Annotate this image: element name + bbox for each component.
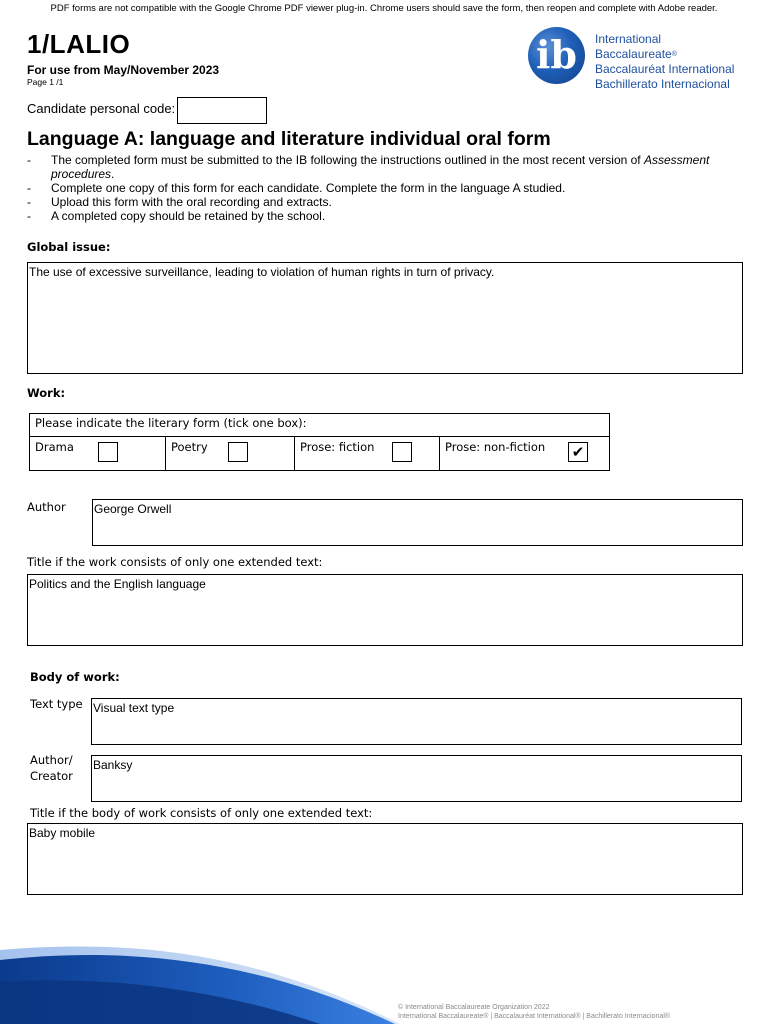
logo-line-2: Baccalauréat International: [595, 62, 735, 76]
creator-label-line-1: Author/: [30, 753, 73, 767]
literary-form-table: [29, 413, 610, 471]
global-issue-label: Global issue:: [27, 240, 111, 254]
form-title: Language A: language and literature individual oral form: [27, 128, 551, 150]
literary-form-label: Prose: non-fiction: [445, 440, 546, 454]
instruction-item: [27, 209, 727, 223]
work-label: Work:: [27, 386, 66, 400]
prose-fiction-checkbox[interactable]: [392, 442, 412, 462]
ib-logo-mark: [528, 27, 585, 84]
creator-label: [30, 752, 73, 784]
literary-form-prose-fiction: [295, 437, 440, 470]
instruction-period: .: [111, 167, 115, 181]
instruction-italic: Assessment procedures: [51, 153, 710, 181]
literary-form-prose-non-fiction: [440, 437, 609, 470]
body-of-work-label: Body of work:: [30, 670, 120, 684]
drama-checkbox[interactable]: [98, 442, 118, 462]
logo-line-3: Bachillerato Internacional: [595, 77, 730, 91]
copyright-line-1: © International Baccalaureate Organization 2022: [398, 1004, 550, 1011]
instructions-list: [27, 153, 727, 223]
copyright-footer: [398, 1004, 670, 1021]
copyright-line-2: International Baccalaureate® | Baccalauréat International® | Bachillerato Internacional®: [398, 1012, 671, 1020]
ib-logo: [528, 27, 743, 91]
ib-logo-letters: ib: [535, 32, 577, 77]
pdf-compatibility-notice: PDF forms are not compatible with the Google Chrome PDF viewer plug-in. Chrome users should save the form, then reopen and complete with Adobe reader.: [50, 3, 718, 14]
instruction-item: [27, 195, 727, 209]
poetry-checkbox[interactable]: [228, 442, 248, 462]
prose-non-fiction-checkbox[interactable]: ✔: [568, 442, 588, 462]
list-dash: -: [27, 209, 31, 223]
list-dash: -: [27, 153, 31, 167]
literary-form-instruction: Please indicate the literary form (tick one box):: [30, 414, 609, 437]
page-number: Page 1 /1: [27, 77, 64, 87]
work-title-field[interactable]: Politics and the English language: [27, 574, 743, 646]
text-type-field[interactable]: Visual text type: [91, 698, 742, 745]
global-issue-field[interactable]: The use of excessive surveillance, leading to violation of human rights in turn of privacy.: [27, 262, 743, 374]
instruction-text: Complete one copy of this form for each candidate. Complete the form in the language A studied.: [51, 181, 566, 195]
candidate-code-field[interactable]: [177, 97, 267, 124]
text-type-label: Text type: [30, 697, 83, 711]
logo-line-1: International Baccalaureate: [595, 32, 672, 61]
form-code: 1/LALIO: [27, 29, 131, 59]
instruction-text: The completed form must be submitted to the IB following the instructions outlined in the most recent version of: [51, 153, 641, 167]
ib-logo-text: [595, 32, 743, 92]
instruction-item: [27, 181, 727, 195]
body-title-label: Title if the body of work consists of only one extended text:: [30, 806, 373, 820]
body-title-field[interactable]: Baby mobile: [27, 823, 743, 895]
list-dash: -: [27, 195, 31, 209]
work-title-label: Title if the work consists of only one extended text:: [27, 555, 323, 569]
creator-field[interactable]: Banksy: [91, 755, 742, 802]
instruction-text: Upload this form with the oral recording and extracts.: [51, 195, 332, 209]
creator-label-line-2: Creator: [30, 769, 73, 783]
literary-form-drama: [30, 437, 166, 470]
literary-form-label: Prose: fiction: [300, 440, 375, 454]
use-from-date: For use from May/November 2023: [27, 63, 220, 77]
author-field[interactable]: George Orwell: [92, 499, 743, 546]
logo-registered-mark: ®: [671, 51, 677, 58]
author-label: Author: [27, 500, 66, 514]
literary-form-poetry: [166, 437, 295, 470]
instruction-item: [27, 153, 727, 181]
literary-form-label: Poetry: [171, 440, 208, 454]
literary-form-label: Drama: [35, 440, 74, 454]
candidate-code-label: Candidate personal code:: [27, 101, 176, 116]
list-dash: -: [27, 181, 31, 195]
instruction-text: A completed copy should be retained by the school.: [51, 209, 326, 223]
